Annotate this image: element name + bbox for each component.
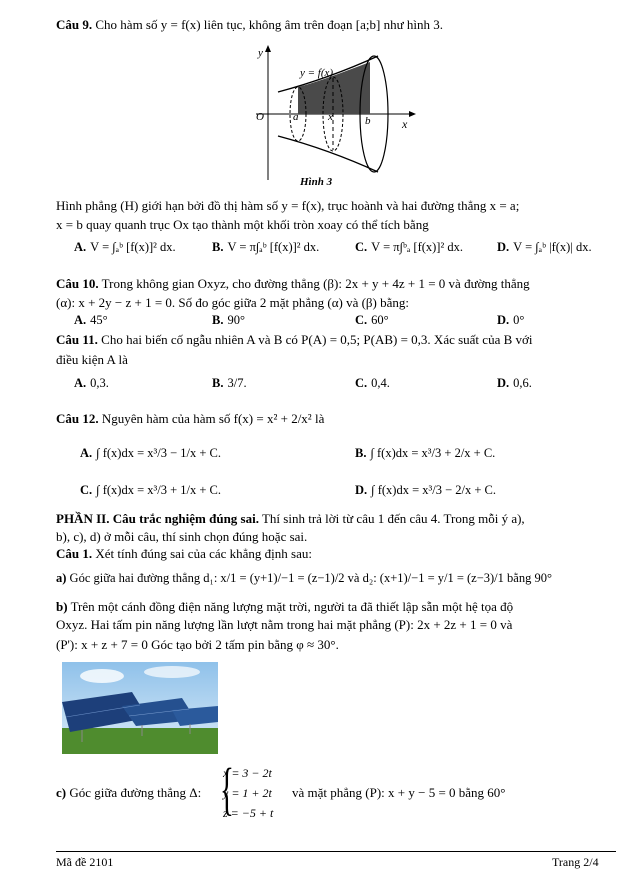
statement-a (56, 570, 596, 587)
q10-option-d[interactable] (497, 313, 524, 328)
q11-option-key: A. (74, 376, 87, 390)
fig-x-label: x (402, 117, 408, 131)
q9-label: Câu 9. (56, 17, 93, 32)
q9-option-text: V = ∫ₐᵇ |f(x)| dx. (513, 240, 592, 254)
statement-b-3: (P'): x + z + 7 = 0 Góc tạo bởi 2 tấm pin bằng φ ≈ 30°. (56, 637, 339, 652)
statement-c-prefix (56, 784, 226, 801)
q12-stem: Nguyên hàm của hàm số f(x) = x² + 2/x² là (101, 411, 325, 426)
solar-panel-photo (62, 662, 218, 754)
q11-option-key: C. (355, 376, 368, 390)
q9-option-key: D. (497, 240, 510, 254)
part2-intro-1 (56, 510, 596, 527)
q12-option-d[interactable] (355, 483, 496, 498)
q11-label: Câu 11. (56, 332, 98, 347)
page-number: Trang 2/4 (552, 855, 599, 869)
q10-option-key: C. (355, 313, 368, 327)
q9-option-text: V = π∫ᵇₐ [f(x)]² dx. (371, 240, 463, 254)
fig-origin-label: O (256, 111, 264, 123)
system-brace: { (219, 756, 234, 821)
statement-b-2: Oxyz. Hai tấm pin năng lượng lần lượt nằm trong hai mặt phẳng (P): 2x + 2z + 1 = 0 và (56, 617, 513, 632)
q12-option-key: B. (355, 446, 367, 460)
figure-hinh-3 (248, 42, 418, 187)
line-system (223, 763, 273, 823)
statement-c-suffix: và mặt phẳng (P): x + y − 5 = 0 bằng 60° (292, 785, 506, 800)
figure-caption: Hình 3 (300, 176, 333, 188)
q10-option-text: 90° (227, 313, 245, 327)
q9-option-key: B. (212, 240, 224, 254)
q10-option-key: D. (497, 313, 510, 327)
statement-a-label: a) (56, 571, 67, 585)
q10-text-1: Trong không gian Oxyz, cho đường thẳng (β): 2x + y + 4z + 1 = 0 và đường thẳng (101, 276, 530, 291)
q12-option-text: ∫ f(x)dx = x³/3 + 1/x + C. (96, 483, 221, 497)
q11-option-text: 0,4. (371, 376, 390, 390)
statement-b-1 (56, 598, 596, 615)
q11-option-text: 0,6. (513, 376, 532, 390)
system-eq-z: z = −5 + t (223, 806, 274, 820)
fig-a-label: a (293, 111, 299, 123)
fig-curve-label: y = f(x) (300, 67, 334, 79)
q9-option-a[interactable] (74, 240, 176, 255)
statement-b-text: Trên một cánh đồng điện năng lượng mặt trời, người ta đã thiết lập sẵn một hệ tọa độ (70, 599, 514, 614)
part2-heading: PHẦN II. Câu trắc nghiệm đúng sai. (56, 511, 259, 526)
q9-option-text: V = ∫ₐᵇ [f(x)]² dx. (90, 240, 176, 254)
q9-option-text: V = π∫ₐᵇ [f(x)]² dx. (227, 240, 320, 254)
q10-option-b[interactable] (212, 313, 245, 328)
q9-stem-line (56, 16, 596, 33)
q11-option-text: 0,3. (90, 376, 109, 390)
q10-option-a[interactable] (74, 313, 108, 328)
p2-q1-line (56, 545, 596, 562)
q11-option-key: D. (497, 376, 510, 390)
part2-intro-text: Thí sinh trả lời từ câu 1 đến câu 4. Trong mỗi ý a), (258, 511, 525, 526)
q11-option-text: 3/7. (227, 376, 247, 390)
q10-label: Câu 10. (56, 276, 99, 291)
statement-b-label: b) (56, 599, 68, 614)
q9-option-d[interactable] (497, 240, 592, 255)
system-eq-x: x = 3 − 2t (223, 766, 272, 780)
q12-option-a[interactable] (80, 446, 221, 461)
q12-option-key: A. (80, 446, 93, 460)
p2-q1-stem: Xét tính đúng sai của các khẳng định sau: (95, 546, 312, 561)
footer-rule (56, 851, 616, 852)
q10-option-key: B. (212, 313, 224, 327)
q9-option-b[interactable] (212, 240, 319, 255)
q12-option-text: ∫ f(x)dx = x³/3 − 2/x + C. (371, 483, 496, 497)
statement-a-text: Góc giữa hai đường thẳng d₁: x/1 = (y+1)/−1 = (z−1)/2 và d₂: (x+1)/−1 = y/1 = (z−3)/1 bằng 90° (69, 571, 552, 585)
q11-text-1: Cho hai biến cố ngẫu nhiên A và B có P(A) = 0,5; P(AB) = 0,3. Xác suất của B với (101, 332, 533, 347)
q10-line-2: (α): x + 2y − z + 1 = 0. Số đo góc giữa 2 mặt phẳng (α) và (β) bằng: (56, 295, 410, 310)
exam-code: Mã đề 2101 (56, 855, 114, 869)
statement-c-text: Góc giữa đường thẳng Δ: (69, 785, 202, 800)
part2-intro-2: b), c), d) ở mỗi câu, thí sinh chọn đúng hoặc sai. (56, 529, 308, 544)
system-eq-y: y = 1 + 2t (223, 786, 272, 800)
q10-line-1 (56, 275, 596, 292)
q9-option-key: C. (355, 240, 368, 254)
fig-y-label: y (258, 47, 263, 59)
q12-option-key: D. (355, 483, 368, 497)
q11-line-2: điều kiện A là (56, 352, 128, 367)
p2-q1-label: Câu 1. (56, 546, 93, 561)
q10-option-text: 60° (371, 313, 389, 327)
q9-stem: Cho hàm số y = f(x) liên tục, không âm trên đoạn [a;b] như hình 3. (95, 17, 443, 32)
q11-option-key: B. (212, 376, 224, 390)
q10-option-key: A. (74, 313, 87, 327)
fig-xmark-label: x (328, 111, 333, 123)
q11-option-a[interactable] (74, 376, 109, 391)
q11-option-b[interactable] (212, 376, 247, 391)
q9-option-key: A. (74, 240, 87, 254)
q11-line-1 (56, 331, 596, 348)
q9-option-c[interactable] (355, 240, 463, 255)
q12-option-text: ∫ f(x)dx = x³/3 + 2/x + C. (370, 446, 496, 460)
q12-label: Câu 12. (56, 411, 99, 426)
q9-body-1: Hình phẳng (H) giới hạn bởi đồ thị hàm số y = f(x), trục hoành và hai đường thẳng x = a; (56, 198, 520, 213)
q10-option-text: 45° (90, 313, 108, 327)
q12-option-key: C. (80, 483, 93, 497)
q12-option-text: ∫ f(x)dx = x³/3 − 1/x + C. (96, 446, 221, 460)
q11-option-d[interactable] (497, 376, 532, 391)
statement-c-label: c) (56, 785, 67, 800)
fig-b-label: b (365, 115, 371, 127)
q12-option-c[interactable] (80, 483, 221, 498)
q10-option-text: 0° (513, 313, 525, 327)
q10-option-c[interactable] (355, 313, 389, 328)
q11-option-c[interactable] (355, 376, 390, 391)
q12-option-b[interactable] (355, 446, 495, 461)
q9-body-2: x = b quay quanh trục Ox tạo thành một khối tròn xoay có thể tích bằng (56, 217, 429, 232)
q12-stem-line (56, 410, 596, 427)
